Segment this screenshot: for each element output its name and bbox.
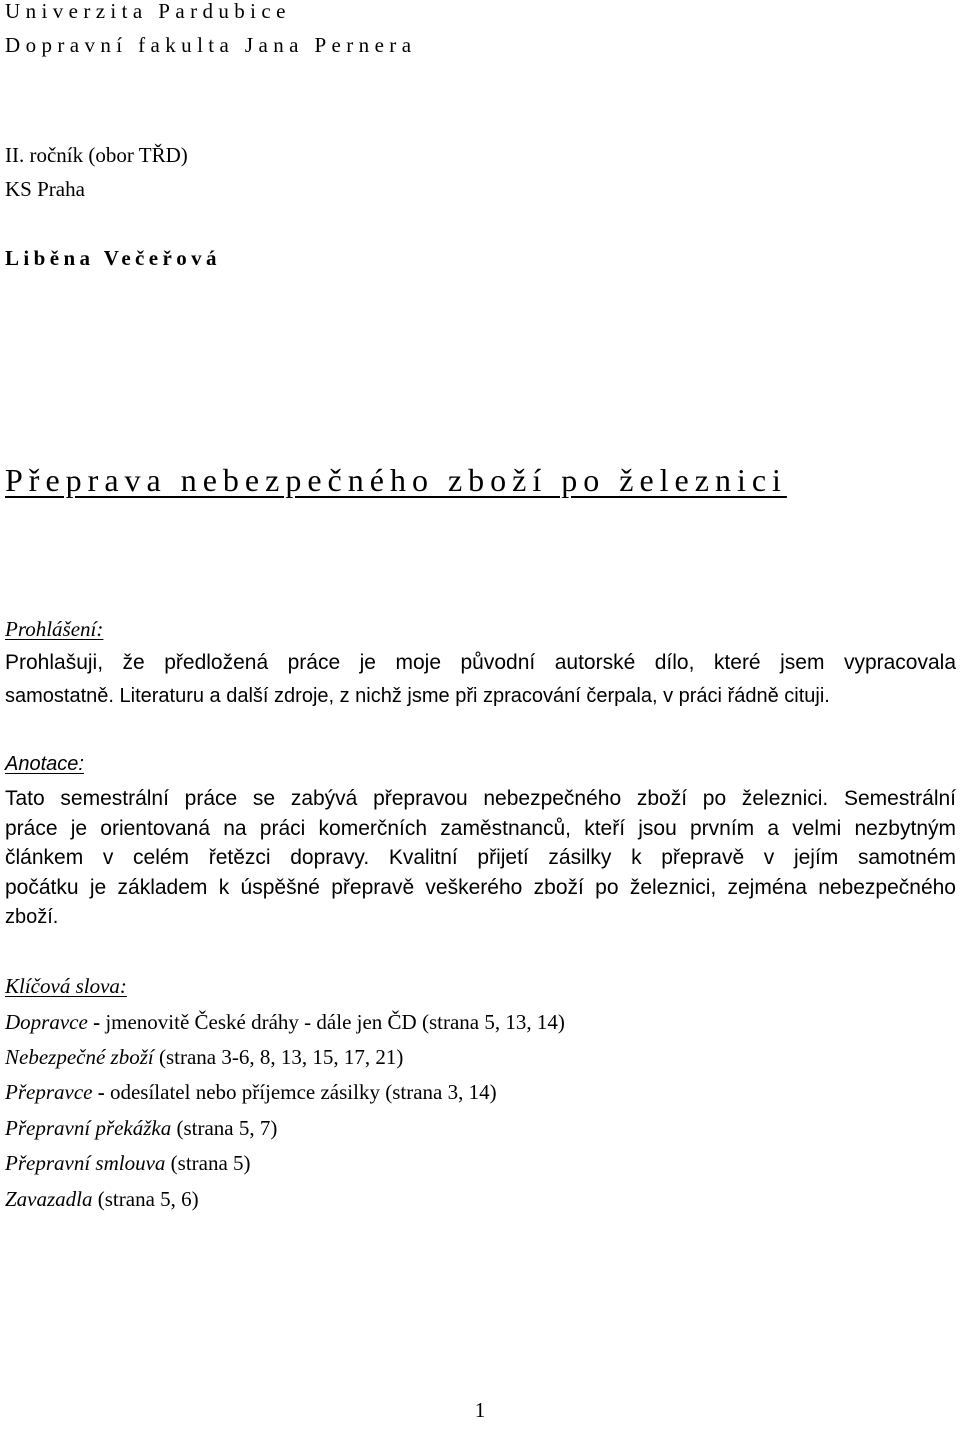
keyword-term: Přepravní smlouva: [5, 1151, 166, 1175]
keyword-term: Nebezpečné zboží: [5, 1045, 154, 1069]
thesis-title: Přeprava nebezpečného zboží po železnici: [5, 462, 787, 498]
keyword-term: Přepravní překážka: [5, 1116, 172, 1140]
keyword-entry: [5, 1115, 277, 1141]
keyword-term: Přepravce: [5, 1080, 93, 1104]
keyword-text: odesílatel nebo příjemce zásilky (strana 3, 14): [109, 1080, 497, 1104]
study-year: II. ročník (obor TŘD): [5, 143, 188, 167]
keyword-text: (strana 5, 7): [176, 1116, 278, 1140]
keywords-label: Klíčová slova:: [5, 974, 127, 998]
annotation-label: Anotace:: [5, 753, 84, 775]
keyword-text: (strana 3-6, 8, 13, 15, 17, 21): [158, 1045, 404, 1069]
keyword-text: (strana 5, 6): [97, 1187, 199, 1211]
study-center: KS Praha: [5, 177, 85, 201]
annotation-line: článkem v celém řetězci dopravy. Kvalitní přijetí zásilky k přepravě v jejím samotném: [5, 846, 956, 869]
keyword-entry: [5, 1079, 497, 1105]
declaration-label: Prohlášení:: [5, 617, 104, 641]
keyword-entry: [5, 1186, 199, 1212]
keyword-term: Dopravce: [5, 1010, 88, 1034]
keyword-entry: [5, 1150, 251, 1176]
declaration-line: Prohlašuji, že předložená práce je moje původní autorské dílo, které jsem vypracovala: [5, 651, 956, 674]
annotation-line: Tato semestrální práce se zabývá přepravou nebezpečného zboží po železnici. Semestrální: [5, 787, 956, 810]
keyword-separator: -: [92, 1080, 110, 1104]
keyword-separator: -: [87, 1010, 106, 1034]
university-name: Univerzita Pardubice: [5, 0, 291, 23]
faculty-name: Dopravní fakulta Jana Pernera: [5, 33, 417, 57]
annotation-line: zboží.: [5, 906, 59, 928]
keyword-text: jmenovitě České dráhy - dále jen ČD (strana 5, 13, 14): [105, 1010, 565, 1034]
keyword-entry: [5, 1044, 403, 1070]
author-name: Liběna Večeřová: [5, 246, 221, 270]
keyword-term: Zavazadla: [5, 1187, 93, 1211]
annotation-line: počátku je základem k úspěšné přepravě veškerého zboží po železnici, zejména nebezpečného: [5, 876, 956, 899]
keyword-text: (strana 5): [170, 1151, 251, 1175]
declaration-line: samostatně. Literaturu a další zdroje, z nichž jsme při zpracování čerpala, v práci řádně cituji.: [5, 685, 830, 707]
keyword-entry: [5, 1009, 565, 1035]
annotation-line: práce je orientovaná na práci komerčních zaměstnanců, kteří jsou prvním a velmi nezbytným: [5, 817, 956, 840]
page-number: 1: [474, 1398, 486, 1422]
